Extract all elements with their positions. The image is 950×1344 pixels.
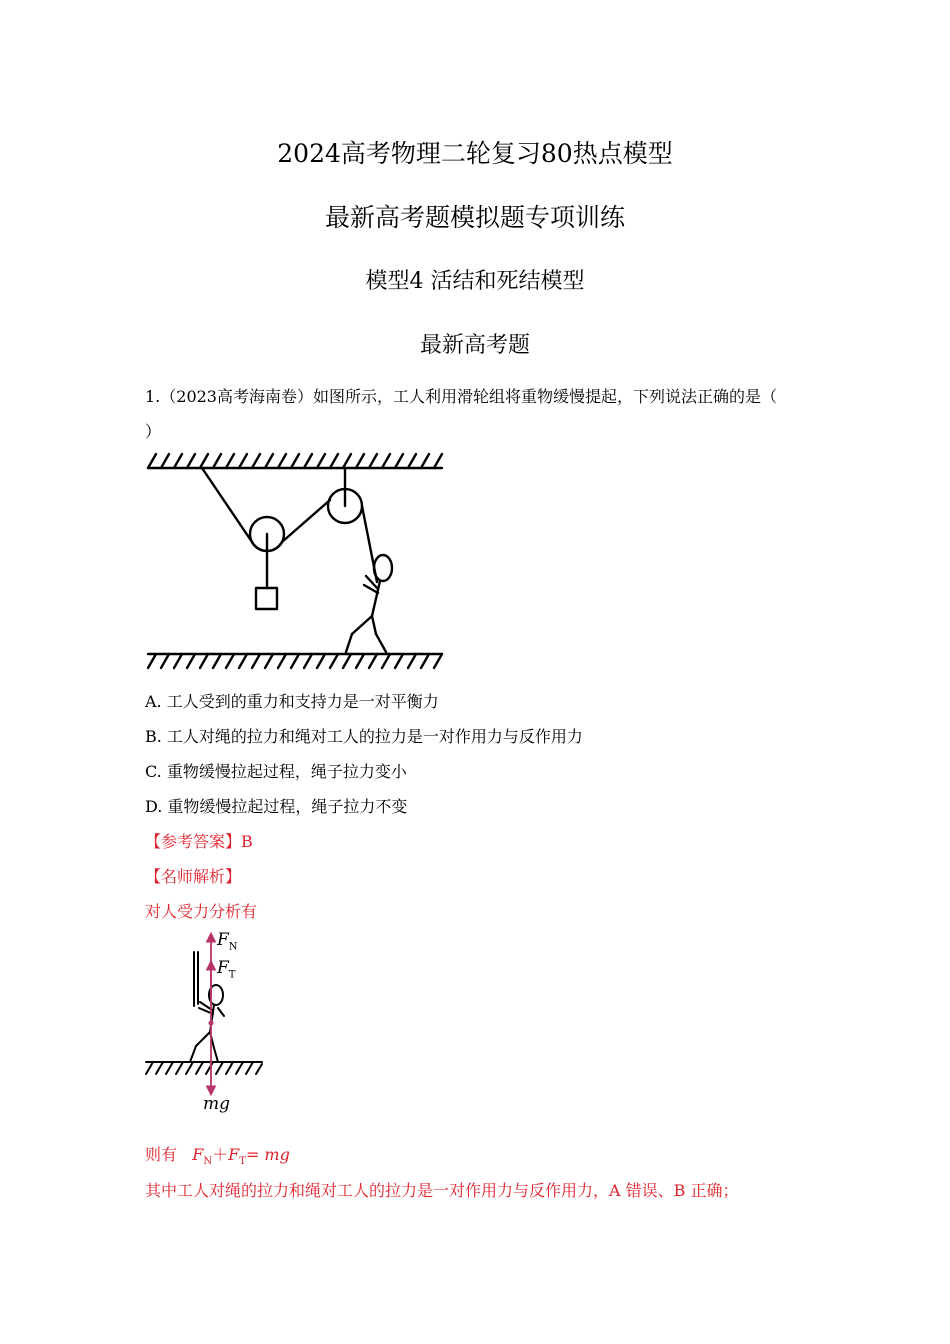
question-stem: 1.（2023高考海南卷）如图所示，工人利用滑轮组将重物缓慢提起，下列说法正确的是（ xyxy=(145,387,777,406)
equation-line: 则有 $F_N+F_T=$ mg xyxy=(145,1145,290,1168)
analysis-line-1: 对人受力分析有 xyxy=(145,902,258,921)
option-c: C. 重物缓慢拉起过程，绳子拉力变小 xyxy=(145,762,407,781)
analysis-label: 【名师解析】 xyxy=(145,867,242,886)
model-heading: 模型4 活结和死结模型 xyxy=(365,269,585,294)
ground-hatch-2 xyxy=(146,1062,262,1074)
ground-hatch xyxy=(148,654,442,668)
mg-label: mg xyxy=(203,1094,231,1114)
ft-label: $F_T$ xyxy=(217,958,236,981)
option-d: D. 重物缓慢拉起过程，绳子拉力不变 xyxy=(145,797,408,816)
pulley-figure xyxy=(140,448,450,674)
ceiling-hatch xyxy=(148,454,442,468)
doc-subtitle: 最新高考题模拟题专项训练 xyxy=(324,203,625,232)
fn-label: $F_N$ xyxy=(217,930,238,953)
question-stem-end: ） xyxy=(145,422,162,441)
center-of-mass xyxy=(209,1021,214,1026)
doc-title: 2024高考物理二轮复习80热点模型 xyxy=(277,139,673,168)
option-a: A. 工人受到的重力和支持力是一对平衡力 xyxy=(145,692,439,711)
force-diagram xyxy=(140,928,270,1118)
section-heading: 最新高考题 xyxy=(419,333,530,358)
worker-head xyxy=(374,555,392,581)
analysis-line-3: 其中工人对绳的拉力和绳对工人的拉力是一对作用力与反作用力，A 错误、B 正确； xyxy=(145,1181,739,1200)
weight-block xyxy=(256,588,277,609)
option-b: B. 工人对绳的拉力和绳对工人的拉力是一对作用力与反作用力 xyxy=(145,727,583,746)
answer-label: 【参考答案】B xyxy=(145,832,253,851)
